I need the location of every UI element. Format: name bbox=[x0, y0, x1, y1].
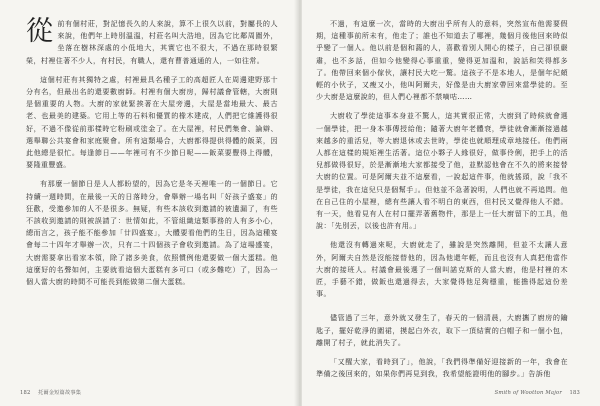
paragraph-6: 他還沒有轉過來呢，大廚就走了，雖說是突然離開，但並不太讓人意外，阿爾夫自然是沒能接替他的，因為他還年輕，而且也沒有人真把他當作大廚的接班人。村議會最後選了一個叫諾克斯的人當大廚，他是村裡的木匠，手藝不錯，做飯也還過得去，大家覺得他足夠穩重，能擔得起這份差事。 bbox=[316, 240, 568, 299]
paragraph-2: 這個村莊有其獨特之處，村裡最具名種子工的高超匠人在周邊建野那十分有名，但最出名的還要數廚師。村裡有個大廚房，歸村議會管轄，大廚則是個重要的人物。大廚的家就緊挨著在大屋旁邊，大屋是當地最大、最古老、也最美的建築。它用上等的石料和優質的橡木建成，人們把它維護得很好，不過不像從前那樣時它粉刷或塗金了。在大屋裡，村民們集會、論辯、選舉聯公共宴會和家庭聚會。所有這類場合，大廚都得提供得體的飯菜，因此他總是很忙。每逢節日——年裡可有不少節日呢——飯菜要豐得上得體，要隆重豐盛。 bbox=[26, 74, 278, 170]
paragraph-7: 儘管過了三年，意外就又發生了，春天的一個清晨，大廚攜了廚房的鑰匙子，擺好乾淨的圍裙，摸起白外衣，取下一頂結實的白帽子和一個小包，離開了村子，就此消失了。 bbox=[316, 313, 568, 347]
left-page bbox=[0, 0, 298, 406]
running-head-left: 托爾金短篇故事集 bbox=[38, 390, 82, 396]
paragraph-8: 「又醒大家，看時到了」，他說，「我們得準備好迎接新的一年，我會在準備之後回來的，如果你們再見到我，我希望能證明他的腳步。」告訴他 bbox=[316, 357, 568, 379]
paragraph-3: 有那麼一個節日是人人都盼望的，因為它是冬天裡唯一的一個節日。它持續一週時間，在最後一天的日落時分，會舉辦一場名叫「好孩子盛宴」的狂歡，受邀參加的人不是很多。無疑，有些本該收到邀請的被遺漏了，有些不該收到邀請的則被誤請了：世情如此，不管組織這類事務的人有多小心，總而言之，孩子能不能參加「廿四盛宴」，大體要看他們的生日，因為這種宴會每二十四年才舉辦一次，只有二十四個孩子會收到邀請。為了這場盛宴，大廚需要拿出看家本領，除了諸多美食，依照慣例他還要做一個大蛋糕。他這麼好的名聲如何，主要就看這個大蛋糕有多可口（或多難吃）了，因為一個人當大廚的時間不可能長到能做第二個大蛋糕。 bbox=[26, 179, 278, 287]
left-page-text bbox=[26, 18, 278, 295]
folio-right: 183 bbox=[569, 390, 580, 396]
paragraph-5: 大廚收了學徒這事本身並不驚人，這其實很正常，大廚到了時候就會選一個學徒，把一身本事傳授給他；隨著大廚年老體衰，學徒就會漸漸接過越來越多的重活兒，等大廚退休或去世時，學徒也就順理成章地接任。他們兩人都在這樣的規矩裡生活著。這位小夥子人緣很好，做事伶俐，把手上的活兒都做得很好，於是漸漸地大家都接受了他，並默認他會在不久的將來接替大廚的位置。可是阿爾夫並不這麼看，一說起這件事，他就搖頭，說「我不是學徒，我在這兒只是個幫手」。但他並不急著說明，人們也就不再追問。他在自己住的小屋裡，總有些讓人看不明白的東西，但村民又覺得他人不錯。有一天，他看見有人在村口擺弄著舊物件，那是上一任大廚留下的工具，他說：「先別丟，以後也許有用。」 bbox=[316, 111, 568, 231]
right-page bbox=[302, 0, 600, 406]
paragraph-1-body: 前有個村莊，對記憶長久的人來說，算不上很久以前，對屬長的人來說，他們年上時別溫溫，村莊名叫大浩地，因為它比鄰周圍外，坐落在樹林深處的小低地大，其實它也不很大，不過在那時很繁榮，村裡住著不少人，有村民，有職人，還有曹普通通的人，一如往常。 bbox=[26, 19, 278, 65]
dropcap: 從 bbox=[26, 16, 54, 47]
right-page-text bbox=[316, 18, 568, 380]
paragraph-1 bbox=[26, 18, 278, 67]
folio-left: 182 bbox=[20, 390, 31, 396]
running-head-right: Smith of Wootton Major bbox=[494, 390, 562, 396]
paragraph-4: 不過，有這麼一次，當時的大廚出乎所有人的意料，突然宣布他需要假期，這種事前所未有，他走了；誰也不知道去了哪裡，幾個月後他回來時似乎變了一個人。他以前是個和藹的人，喜歡看別人開心的樣子，自己卻很嚴肅，也不多話，但如今他變得心事重重，變得更加溫和，說話和笑得都多了。他帶回來個小傢伙，讓村民大吃一驚。這孩子不是本地人，是個年紀頗輕的小伙子，又瘦又小，他叫阿爾夫，好像是由大廚家帶回來當學徒的。至少大廚是這麼說的，但人們心裡都不禁嘀咕…… bbox=[316, 19, 568, 102]
